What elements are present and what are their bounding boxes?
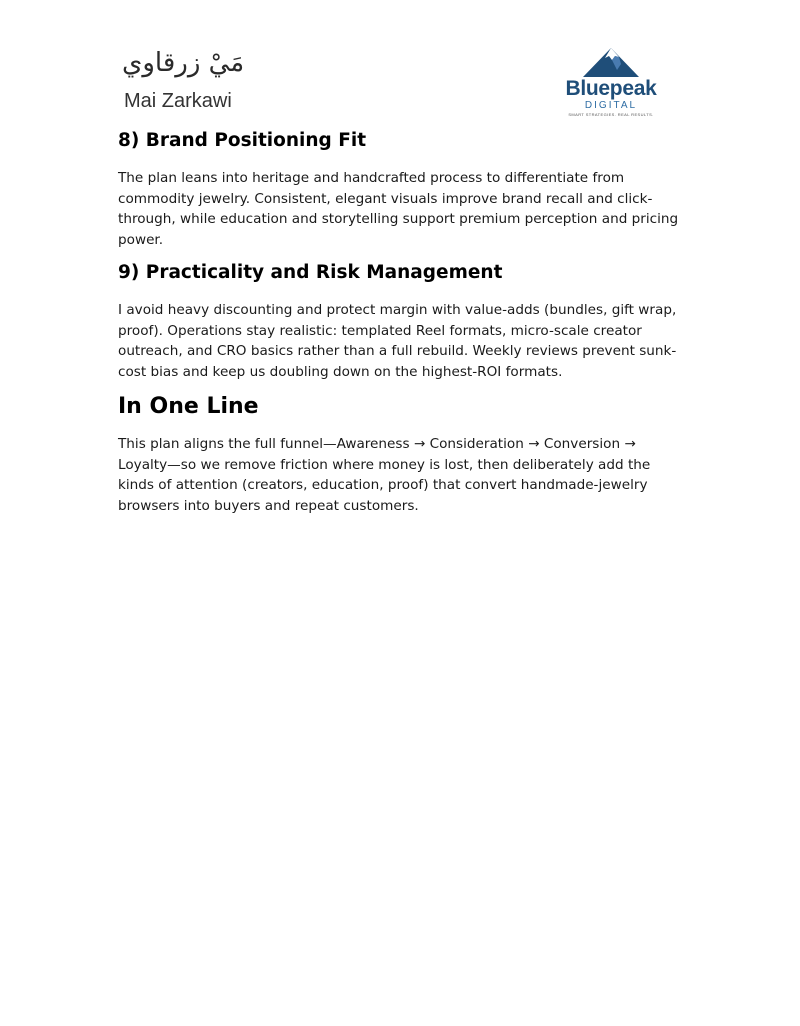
section-body: The plan leans into heritage and handcrafted process to differentiate from commodity jewelry. Consistent, elegant visuals improve brand recall and click-through, while education and storytelling support premium perception and pricing power. [118,170,679,248]
summary-heading: In One Line [118,394,259,419]
section-practicality-risk [118,260,688,382]
bluepeak-digital-logo [556,46,666,126]
logo-latin-name: Mai Zarkawi [124,90,232,112]
section-brand-positioning [118,128,688,250]
section-summary [118,392,688,516]
logo-brand-name: Bluepeak [565,77,657,100]
section-body: I avoid heavy discounting and protect margin with value-adds (bundles, gift wrap, proof). Operations stay realistic: templated Reel formats, micro-scale creator outreach, and CRO basics rather than a full rebuild. Weekly reviews prevent sunk-cost bias and keep us doubling down on the highest-ROI formats. [118,302,677,380]
document-content [118,128,688,526]
summary-body: This plan aligns the full funnel—Awareness → Consideration → Conversion → Loyalty—so we remove friction where money is lost, then deliberately add the kinds of attention (creators, education, proof) that convert handmade-jewelry browsers into buyers and repeat customers. [118,436,651,514]
mountain-peak-icon [581,46,641,78]
section-heading: 8) Brand Positioning Fit [118,130,367,151]
logo-tagline: SMART STRATEGIES. REAL RESULTS. [568,112,654,117]
section-heading: 9) Practicality and Risk Management [118,262,503,283]
mai-zarkawi-logo [118,46,245,116]
logo-brand-sub: DIGITAL [584,100,638,111]
logo-arabic-name: مَيْ زرقاوي [122,48,245,78]
